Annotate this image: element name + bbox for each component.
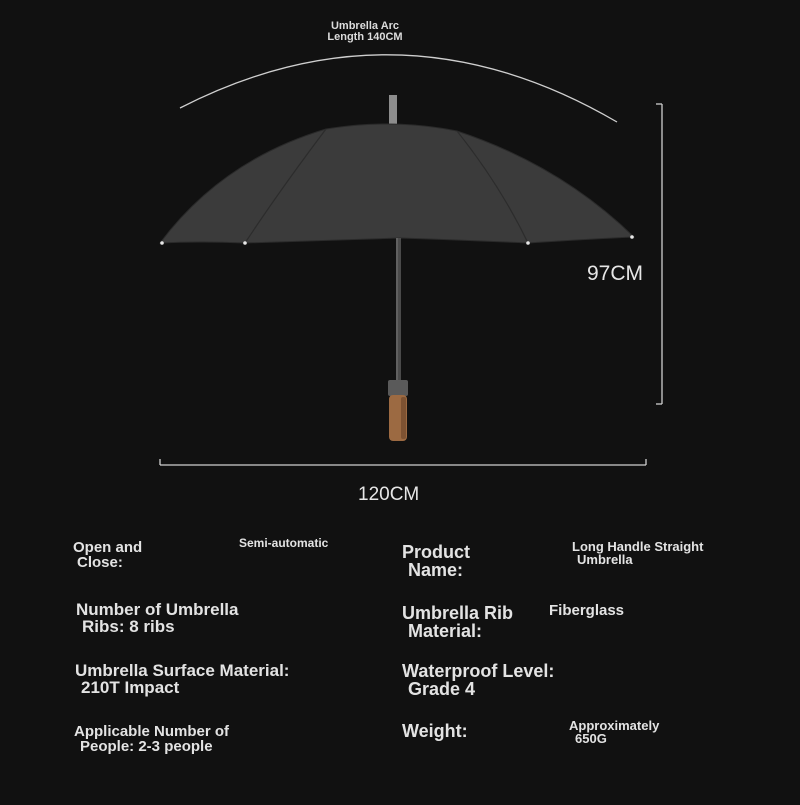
spec-rib-material-label bbox=[402, 604, 513, 640]
spec-product-name-label bbox=[402, 543, 470, 579]
spec-rib-material-value: Fiberglass bbox=[549, 602, 625, 619]
spec-value-line: Long Handle Straight bbox=[572, 539, 704, 554]
rib-tip bbox=[526, 241, 530, 245]
width-label: 120CM bbox=[358, 484, 420, 505]
spec-applicable-people bbox=[74, 724, 229, 754]
arc-length-label bbox=[300, 21, 430, 43]
arc-label-line1: Umbrella Arc bbox=[330, 20, 400, 32]
spec-line: People: 2-3 people bbox=[80, 738, 213, 755]
spec-weight-label: Weight: bbox=[402, 721, 468, 741]
rib-tip bbox=[243, 241, 247, 245]
spec-value-line: 650G bbox=[575, 731, 607, 746]
umbrella-canopy bbox=[160, 124, 634, 243]
spec-ribs bbox=[76, 601, 238, 635]
arc-label-line2: Length 140CM bbox=[327, 31, 403, 43]
spec-surface-material bbox=[75, 662, 289, 696]
handle-shade bbox=[401, 397, 406, 439]
handle-collar bbox=[388, 380, 408, 396]
spec-weight-value bbox=[569, 719, 659, 745]
spec-value-line: Approximately bbox=[569, 718, 660, 733]
umbrella-tip bbox=[389, 95, 397, 127]
spec-line: Grade 4 bbox=[408, 679, 476, 699]
spec-line: Waterproof Level: bbox=[402, 661, 555, 681]
spec-line: Number of Umbrella bbox=[76, 600, 239, 619]
rib-tip bbox=[160, 241, 164, 245]
arc-length-curve bbox=[180, 55, 617, 122]
spec-line: 210T Impact bbox=[81, 678, 180, 697]
height-label: 97CM bbox=[587, 262, 644, 285]
spec-open-close-value: Semi-automatic bbox=[239, 536, 329, 550]
spec-line: Ribs: 8 ribs bbox=[82, 617, 175, 636]
spec-label-line: Material: bbox=[408, 621, 483, 641]
spec-product-name-value bbox=[572, 540, 703, 566]
spec-waterproof-level bbox=[402, 662, 554, 698]
spec-value-line: Umbrella bbox=[577, 552, 633, 567]
spec-label-line: Name: bbox=[408, 560, 464, 580]
spec-label-line: Close: bbox=[77, 554, 123, 571]
rib-tip bbox=[630, 235, 634, 239]
spec-label-line: Umbrella Rib bbox=[402, 603, 514, 623]
spec-line: Applicable Number of bbox=[74, 723, 230, 740]
spec-open-close-label bbox=[73, 540, 142, 570]
spec-label-line: Product bbox=[402, 542, 471, 562]
spec-label-line: Open and bbox=[73, 539, 143, 556]
spec-line: Umbrella Surface Material: bbox=[75, 661, 290, 680]
